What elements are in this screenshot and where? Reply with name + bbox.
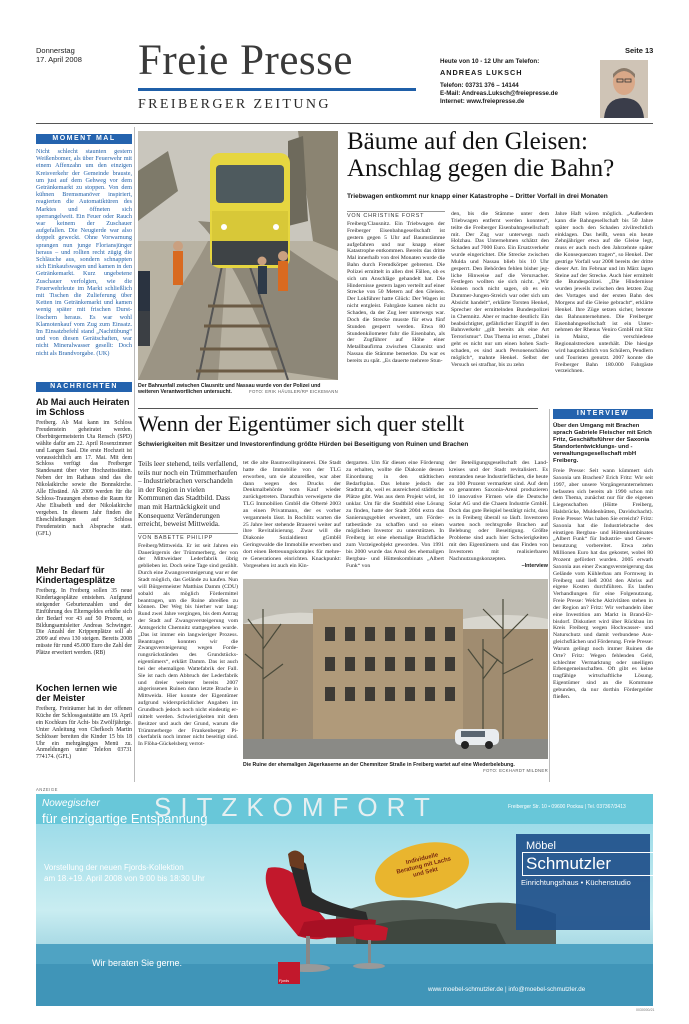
editor-portrait (600, 60, 648, 118)
photo2-caption (243, 762, 548, 773)
article1-dek: Triebwagen entkommt nur knapp einer Katastrophe – Dritter Vorfall in drei Monaten (347, 193, 608, 200)
ad-brand-small: Möbel (526, 840, 556, 852)
ad-fair (44, 862, 205, 884)
photo-credit: FOTO: ERIK HÄUSLER/RP EICKEMANN (249, 389, 338, 395)
subtitle: FREIBERGER ZEITUNG (138, 97, 331, 112)
masthead: Freie Presse (138, 37, 353, 84)
article2-col (138, 460, 238, 748)
news-title: Mehr Bedarf für Kindertagesplätze (36, 565, 116, 585)
article-text: Freiberg/Mittweida. Er ist seit Jahren ein Dauerärgernis der Trümmerberg, der von der Mittweidaer Lederfabrik übrig geblieben ist. Doch seine Tage sind gezählt. Durch eine Zwangsversteigerung war er der Stadt möglich, das Gelände zu kaufen. Nun will Bürgermeister Matthias Damm (CDU) sobald als möglich Fördermittel beantragen, um die Ruine abreißen zu können. Der Weg bis hierher war lang: Rund zwei Jahre vergingen, bis dem Antrag der Stadt auf Zwangsversteigerung vom Amtsgericht Chemnitz stattgegeben wurde. „Das ist immer ein langwieriger Prozess. Beantragen konnten wir die Zwangsversteigerung wegen Forderungsrückständen des Grundstückseigentümers“, erklärt Damm. Das ist auch bei der ehemaligen Wattefabrik der Fall. Sie ist nach dem Abbruch der Lederfabrik und dreier weiterer bereits 2007 abgerissenen Ruinen dann letzte Brache in Mittweida. Hier konnte der Eigentümer aufgrund widersprüchlicher Angaben im Grundbuch jedoch noch nicht eindeutig ermittelt werden. Schwierigkeiten mit dem Besitzer und auch der Grund, warum die Trümmerberge der Frankenberger Pickerfabrik noch immer nicht beseitigt sind. In Flöha-Gückelsberg verrot- (138, 542, 238, 748)
contact-phone: Telefon: 03731 376 – 14144 (440, 81, 519, 89)
ad-tagline-small: Nowegischer (42, 798, 100, 809)
ad-footer[interactable]: www.moebel-schmutzler.de | info@moebel-schmutzler.de (428, 986, 586, 993)
article1-col (347, 211, 445, 365)
article-text: den, bis die Stämme unter dem Triebwagen entfernt werden konnten“, teilte die Freiberger Eisenbahngesellschaft mit. Der Zug war unterwegs nach Holzhau. Das Unternehmen schätzt den Schaden auf 7000 Euro. Ein Ersatzverkehr wurde eingerichtet. Die Strecke zwischen Mulda und Nassau blieb bis 10 Uhr gesperrt. Den Behörden fehlen bisher jegliche Hinweise auf die Verursacher. Festlegen wollten sie sich nicht. „Wir können noch nicht sagen, ob es ein Dummer-Jungen-Streich war oder sich um Absicht handelt“, erklärte Torsten Henkel, Sprecher der ermittelnden Bundespolizei in Chemnitz. Aber er machte deutlich: Ein beabsichtigter, gefährlicher Eingriff in den Bahnverkehr „gilt bereits als eine Art Terrorismus“. Das Thema ist ernst. „Dabei geht es nicht nur um einen hohen Sachschaden, es sind auch Personenschäden möglich“, mahnte Henkel. Selbst der Versuch sei strafbar, bis zu zehn (451, 211, 549, 368)
ad-brand-sub: Einrichtungshaus • Küchenstudio (521, 878, 631, 887)
nachrichten-header: NACHRICHTEN (36, 382, 132, 392)
caption-text: Der Bahnunfall zwischen Clausnitz und Nassau wurde von der Polizei und weiteren Verantwortlichen untersucht. (138, 383, 321, 396)
article-text: der Beteiligungsgesellschaft des Landkreises und der Stadt revitalisiert. Es entstanden neue Industrieflächen, die heute zu 100 Prozent vermarktet sind. Auf dem so genannten Saxonia-Areal produzieren 10 innovative Firmen wie die Deutsche Solar AG und die Chaem Industrie GmbH. Doch das gute Beispiel bestätigt nicht, dass es in Freiberg überall so läuft. Investoren warten noch rechtsgroße Brachen auf Belebung oder Beseitigung. Größte Probleme sind auch hier Schwierigkeiten mit den Eigentümern und das Finden von Investoren mit realisierbaren Nachnutzungskonzepten. (449, 460, 548, 562)
advertisement[interactable] (36, 794, 653, 1006)
contact-web[interactable]: Internet: www.freiepresse.de (440, 98, 525, 106)
ad-tagline: für einzigartige Entspannung (42, 811, 208, 826)
ad-fair-line2: am 18.+19. April 2008 von 9:00 bis 18:30 Uhr (44, 874, 205, 883)
moment-mal-header: MOMENT MAL (36, 134, 132, 144)
interview-reference: –Interview (521, 562, 548, 569)
ad-address: Freiberger Str. 10 • 09600 Pockau | Tel. 037367/3413 (508, 804, 626, 810)
byline: VON BABETTE PHILIPP (138, 533, 238, 541)
article1-headline: Bäume auf den Gleisen: Anschlag gegen die Bahn? (347, 128, 615, 182)
article-text: tet die alte Baumwollspinnerei. Die Stadt hatte die Immobilie von der TLG erworben, um sie abzureißen, war aber dann wegen des Drucks der Denkmalbehörde vom Kauf wieder zurückgetreten. Daraufhin verweigerte die TLG Immobilien GmbH die Ofterté 2003 an einen Privatmann, der es vorher vergammeln lässt. In Rochlitz warten die 25 Jahre leer stehende Brauerei weiter auf ihre Revitalisierung. Zwar will die Diakonie Sozialdienst gGmbH Geringswalde die Immobilie erwerben und dort einen Betreuungskomplex für mehrere Generationen einrichten. Knackpunkt: Vorgesehen ist auch ein Kin- (243, 460, 341, 569)
moment-mal-text: Nicht schlecht staunten gestern Weißenbomer, als über Feuerwehr mit einem Affenzahn um den einzigen Kreisverkehr der Gemeinde brauste, um just auf dem Gehweg vor dem Getränkemarkt zu stoppen. Von dem kühnen Bremsmanöver inspiriert, reagierten die Automatiktüren des Marktes und öffneten sich sperrangelweit. Ein Feuer oder Rauch war keinem der Zuschauer aufgefallen. Die Neugierde war also doppelt geweckt. Ohne Vorwarnung sprangen nun junge Floriansjünger heraus – und rollten recht zügig die Schläuche aus, sondern schnappten sich Einkaufswagen und kamen in den Getränkemarkt. Kurz ungebetene Zuschauer verfolgten, wie die Feuerwehrleute im Markt schließlich mit Tischen die Zulieferung über Ketten im Getränkemarkt und kamen wenig später mit frischen Durstlöschern heraus. Es war wohl Klamotenkauf vom Zug zum Einsatz. Im Einsatzbefehl stand „Nachtübung“ und von diesen Gerätschaften, war nicht Mineralwasser gesellt: Doch nicht als Brandvorgabe. (UK) (36, 148, 132, 357)
ad-label: ANZEIGE (36, 787, 58, 792)
ad-brand: Schmutzler (522, 852, 653, 876)
contact-email[interactable]: E-Mail: Andreas.Luksch@freiepresse.de (440, 89, 558, 97)
column-rule (549, 409, 550, 782)
contact-hours: Heute von 10 - 12 Uhr am Telefon: (440, 58, 540, 65)
contact-name: ANDREAS LUKSCH (440, 68, 523, 78)
article2-dek: Schwierigkeiten mit Besitzer und Investorenfindung größte Hürden bei Beseitigung von Ruinen und Brachen (138, 441, 469, 448)
contact-box (440, 58, 598, 106)
ad-advice: Wir beraten Sie gerne. (92, 958, 183, 968)
article2-rule (138, 408, 538, 409)
byline: VON CHRISTINE FORST (347, 211, 445, 219)
article2-col (449, 460, 548, 569)
header-rule (36, 123, 653, 124)
news-body: Freiberg. Freiräumer hat in der offenen Küche der Schlossgaststätte am 19. April ein Kochkurs für Acht- bis Zwölfjährige. Unter Anleitung von Chefkoch Martin Schlösser bereiten die Kinder 15 bis 18 Uhr ein mehrgängiges Menü zu. Anmeldungen unter Telefon 03731 774174. (GFL) (36, 706, 132, 761)
interview-text: Freie Presse: Seit wann kümmert sich Saxonia um Brachen? Erich Fritz: Wir seit 1997, aber unsere Vorgängerunternehmen befassten sich bereits ab 1990 schon mit dem Thema, zunächst nur für die eigenen Liegenschaften (Hütte Freiberg, Halsbrücke, Muldenhütten, Davidschacht). Freie Presse: Was haben Sie erreicht? Fritz: Saxonia hat die Industriebrache des einstigen Bergbau- und Hüttenkombinates „Albert Funk“ für Industrie- und Gewerbenutzung vorbereitet. Etwa zehn Millionen Euro hat das gekostet, wobei 80 Prozent gefördert wurden. 2005 erwarb Saxonia aus einer Zwangsversteigerung das Gelände vom Kühlerbau am Formweg in Freiberg und ließ 2004 den Abriss auf eigene Kosten durchführen. Es laufen Verhandlungen für eine Folgenutzung. Freie Presse: Welche Aktivitäten stehen in der Region an? Fritz: Wir verhandeln über eine Investition am Markt in Brand-Erbisdorf. Diskutiert wird über Rückbau im Kreis Freiberg wegen Hochwasser- und Naturschutz und damit verbundene Ausgleichsflächen und Förderung. Freie Presse: Warum gelingt noch immer Ruinen die Orte? Fritz: Wegen fehlenden Geld, schlechter Vermarktung oder uneiligen Erbengemeinschaften. Oft gibt es keine tragfähige wirtschaftliche Lösung. Eigentümer sind an die Kommune gebunden, da nur dorthin Fördergelder fließen. (553, 468, 653, 700)
date: 17. April 2008 (36, 55, 82, 64)
news-title: Kochen lernen wie der Meister (36, 683, 118, 703)
news-item (36, 397, 132, 537)
article-text: Jahre Haft wären möglich. „Außerdem kann die Bahngesellschaft bis 50 Jahre später noch den Schaden zivilrechtlich einklagen. Das heißt, wenn ein heute Zehnjähriger etwa auf die Gleise legt, muss er auch noch den Jahrzehnte später die Konsequenzen tragen“, so Henkel. Der gestrige Vorfall war 2008 bereits der dritte dieser Art. Im Februar und im März lagen Steine auf der Strecke. Auch hier ermittelt die Bundespolizei. „Die Hindernisse wurden jeweils zwischen den letzten Zug des Vortages und der ersten Bahn des Morgens auf die Gleise gebracht“, erklärte Henkel. Ihre Züge setzen sicher, betonte das Bahnunternehmen. Die Freiberger Eisenbahngesellschaft ist ein Unternehmen der Rhenus Veniro GmbH mit Sitz in Mainz, die verschiedene Regionalstrecken unterhält. Die hiesige wird hauptsächlich von Schülern, Pendlern und Touristen genutzt. 2007 konnte die Freiberger Bahn 180.000 Fahrgäste verzeichnen. (555, 211, 653, 375)
issue-date (36, 46, 82, 64)
train-photo (138, 131, 338, 380)
photo-credit: FOTO: ECKHARDT MILDNER (483, 768, 548, 773)
page-number: Seite 13 (625, 46, 654, 55)
masthead-rule (138, 88, 416, 91)
photo1-caption (138, 383, 338, 395)
portrait-image (600, 60, 648, 118)
ruin-photo (243, 579, 548, 759)
ad-logo: Fjords (279, 979, 289, 983)
ad-code: 0030000/21 (636, 1008, 655, 1012)
article-text: Freiberg/Clausnitz. Ein Triebwagen der Freiberger Eisenbahngesellschaft ist gestern gegen 5 Uhr auf Baumstämme aufgefahren und nur knapp einer Katastrophe entkommen. Bereits das dritte Mal innerhalb von drei Monaten wurde die Bahn durch Fremdkörper gebremst. Die Polizei ermittelt in allen drei Fällen, ob es sich um Anschläge gehandelt hat. Die Hindernisse gestern lagen verteilt auf einer Strecke von 50 Metern auf den Gleisen. Der Lokführer hatte Glück: Der Wagen ist nicht entgleist. Fahrgäste kamen nicht zu Schaden, da der Zug leer unterwegs war. Doch die Strecke musste für etwa fünf Stunden gesperrt werden. Etwa 80 Stundenkilometer fuhr die Eisenbahn, als der Zugführer auf Höhe einer Metallbaufirma zwischen Clausnitz und Nassau die Stämme bemerkte. Da war es bereits zu spät. „Es dauerte mehrere Stun- (347, 221, 445, 364)
ruin-photo-image (243, 579, 548, 759)
interview-header: INTERVIEW (553, 409, 653, 419)
news-item (36, 565, 132, 657)
interview-intro: Über den Umgang mit Brachen sprach Gabriele Fleischer mit Erich Fritz, Geschäftsführer der Saxonia Standortentwicklungs- und -verwaltungsgesellschaft mbH Freiberg. (553, 423, 652, 464)
column-rule (134, 127, 135, 782)
caption-text: Die Ruine der ehemaligen Jägerkaserne an der Chemnitzer Straße in Freiberg wartet auf eine Wiederbelebung. (243, 762, 515, 768)
weekday: Donnerstag (36, 46, 75, 55)
news-item (36, 683, 132, 761)
news-body: Freiberg. In Freiberg sollen 35 neue Kindertagesplätze entstehen. Aufgrund steigender Geburtenzahlen und der Einführung des Elterngeldes erhöhe sich der Bedarf vor 43 auf 50 Prozent, so Bildungsamtsleiter Andreas Schwinger. Die Anzahl der Krippenplätze soll ab 2009 auf etwa 130 steigen. Bereits 2008 müsste für rund 45.000 Euro die Zahl der Plätze erweitert werden. (RB) (36, 588, 132, 657)
article-text: dergarten. Um für diesen eine Förderung zu erhalten, wollte die Diakonie dessen Einordnung in den städtischen Bedarfsplan. Das lehnte jedoch der Stadtrat ab, weil es ausreichend städtische Plätze gibt. Was aus dem Projekt wird, ist unklar. Um für die Stadtbild eine Lösung zu finden, hatte der Stadt 2004 extra das Sanierungsgebiet erweitert, um Fördertatbestände zu schaffen und so einen möglichen Investor zu unterstützen. In Freiberg ist eine ehemalige Brachfläche zum Vorzeigeobjekt geworden. Von 1991 bis 2000 wurde das Areal des ehemaligen Bergbau- und Hüttenkombinats „Albert Funk“ von (346, 460, 444, 569)
article2-lead: Teils leer stehend, teils verfallend, teils nur noch ein Trümmerhaufen – Industriebrachen verschandeln in der Region in vielen Kommunen das Stadtbild. Dass man mit Hartnäckigkeit und Konsequenz Veränderungen erreicht, beweist Mittweida. (138, 459, 238, 529)
ad-bubble: Individuelle Beratung mit Lachs und Sekt (395, 852, 452, 879)
news-title: Ab Mai auch Heiraten im Schloss (36, 397, 130, 417)
interview-box (553, 409, 653, 701)
news-body: Freiberg. Ab Mai kann im Schloss Freudenstein geheiratet werden. Oberbürgermeisterin Uta Rensch (SPD) wählte dafür am 22. April Rosenzimmer und Langen Saal. Die erste Hochzeit ist voraussichtlich am 17. Mai. Mit dem Schloss verfügt das Freiberger Standesamt über vier Hochzeitsstätten. Neben der im Rathaus sind das die Nikolaikirche sowie die Bonnskirche. Alle Ehständ. Ab 2009 werden für die Schloss-Trauungen ebenso die Raum für Ahe Elisabeth und der Nikolaikirche vergeben. In diesem Jahr finden die Eheschließungen auf Schloss Freudenstein nach Absprache statt. (GFL) (36, 420, 132, 537)
train-photo-image (138, 131, 338, 380)
article2-headline: Wenn der Eigentümer sich quer stellt (138, 411, 465, 436)
ad-banner: SITZKOMFORT (154, 794, 439, 822)
ad-fair-line1: Vorstellung der neuen Fjords-Kollektion (44, 863, 184, 872)
